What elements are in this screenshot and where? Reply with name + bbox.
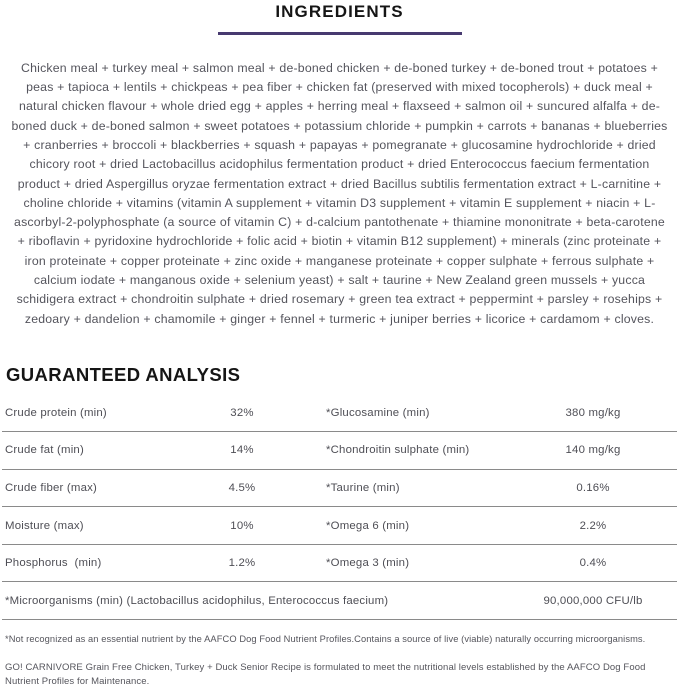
nutrient-label: *Glucosamine (min) [326, 406, 430, 419]
guaranteed-analysis-table [2, 395, 677, 621]
table-row [2, 545, 677, 583]
nutrient-value: 380 mg/kg [565, 406, 621, 419]
ingredients-text: Chicken meal + turkey meal + salmon meal + de-boned chicken + de-boned turkey + de-boned trout + potatoes + peas + tapioca + lentils + chickpeas + pea fiber + chicken fat (preserved with mixed tocopherols) + duck meal + natural chicken flavour + whole dried egg + apples + herring meal + flaxseed + salmon oil + suncured alfalfa + de-boned duck + de-boned salmon + sweet potatoes + potassium chloride + pumpkin + carrots + bananas + blueberries + cranberries + broccoli + blackberries + squash + papayas + pomegranate + glucosamine hydrochloride + dried chicory root + dried Lactobacillus acidophilus fermentation product + dried Enterococcus faecium fermentation product + dried Aspergillus oryzae fermentation extract + dried Bacillus subtilis fermentation extract + L-carnitine + choline chloride + vitamins (vitamin A supplement + vitamin D3 supplement + vitamin E supplement + niacin + L-ascorbyl-2-polyphosphate (a source of vitamin C) + d-calcium pantothenate + thiamine mononitrate + beta-carotene + riboflavin + pyridoxine hydrochloride + folic acid + biotin + vitamin B12 supplement) + minerals (zinc proteinate + iron proteinate + copper proteinate + zinc oxide + manganese proteinate + copper sulphate + ferrous sulphate + calcium iodate + manganous oxide + selenium yeast) + salt + taurine + New Zealand green mussels + yucca schidigera extract + chondroitin sulphate + dried rosemary + green tea extract + peppermint + parsley + rosehips + zedoary + dandelion + chamomile + ginger + fennel + turmeric + juniper berries + licorice + cardamom + cloves. [11, 60, 668, 326]
table-row [2, 395, 677, 433]
table-row-microorganisms [2, 582, 677, 620]
nutrient-value: 32% [230, 406, 254, 419]
nutrient-label: *Taurine (min) [326, 481, 400, 494]
nutrient-value: 14% [230, 444, 254, 457]
nutrient-value: 1.2% [228, 557, 256, 570]
nutrient-value: 0.4% [579, 557, 607, 570]
ingredients-section [0, 47, 679, 344]
ingredients-title: INGREDIENTS [275, 2, 404, 21]
accent-divider [218, 32, 462, 35]
guaranteed-analysis-title: GUARANTEED ANALYSIS [6, 363, 241, 385]
nutrient-label: *Omega 6 (min) [326, 519, 410, 532]
nutrient-label: Phosphorus (min) [5, 557, 102, 570]
nutrient-value: 4.5% [228, 481, 256, 494]
formulation-statement: GO! CARNIVORE Grain Free Chicken, Turkey + Duck Senior Recipe is formulated to meet the nutritional levels established by the AAFCO Dog Food Nutrient Profiles for Maintenance. [5, 662, 646, 688]
nutrient-value: 10% [230, 519, 254, 532]
table-row [2, 432, 677, 470]
table-row [2, 507, 677, 545]
nutrient-value: 2.2% [579, 519, 607, 532]
nutrient-label: Moisture (max) [5, 519, 84, 532]
nutrient-value: 0.16% [576, 481, 610, 494]
nutrient-label: *Omega 3 (min) [326, 557, 410, 570]
nutrient-value: 140 mg/kg [565, 444, 621, 457]
nutrient-label: *Microorganisms (min) (Lactobacillus acidophilus, Enterococcus faecium) [5, 594, 389, 607]
nutrient-value: 90,000,000 CFU/lb [543, 594, 643, 607]
nutrient-label: Crude fat (min) [5, 444, 84, 457]
nutrient-label: Crude fiber (max) [5, 481, 98, 494]
table-row [2, 470, 677, 508]
aafco-footnote: *Not recognized as an essential nutrient by the AAFCO Dog Food Nutrient Profiles.Contains a source of live (viable) naturally occurring microorganisms. [5, 634, 646, 645]
nutrient-label: Crude protein (min) [5, 406, 107, 419]
nutrient-label: *Chondroitin sulphate (min) [326, 444, 470, 457]
